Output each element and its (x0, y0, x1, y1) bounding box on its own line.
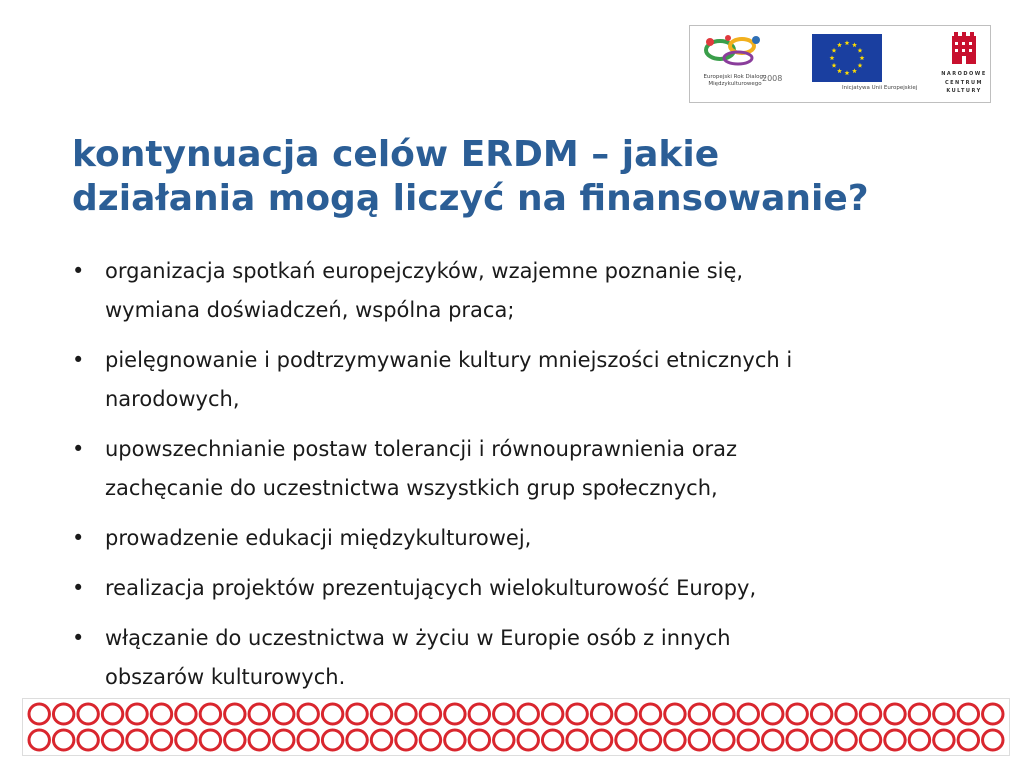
partner-logos (689, 25, 991, 103)
bullet-dot: • (72, 437, 85, 461)
ring-ornament (102, 730, 122, 750)
slide-title-line: kontynuacja celów ERDM – jakie (72, 134, 720, 175)
ring-ornament (249, 730, 269, 750)
ring-ornament (151, 704, 171, 724)
bullet-item (72, 430, 972, 508)
bullet-dot: • (72, 526, 85, 550)
nck-castle-icon (940, 32, 988, 68)
ring-ornament (469, 730, 489, 750)
bullet-dot: • (72, 259, 85, 283)
ring-ornament (616, 704, 636, 724)
nck-name (940, 70, 988, 96)
ring-ornament (738, 730, 758, 750)
eu-flag (812, 34, 882, 84)
ring-ornament (763, 730, 783, 750)
bullet-text-line: narodowych, (105, 387, 240, 411)
ring-ornament (445, 730, 465, 750)
bullet-text-line: pielęgnowanie i podtrzymywanie kultury mniejszości etnicznych i (105, 348, 793, 372)
ring-ornament (763, 704, 783, 724)
slide-title (72, 133, 972, 221)
ring-ornament (689, 704, 709, 724)
bullet-dot: • (72, 576, 85, 600)
ring-ornament (420, 704, 440, 724)
ring-ornament (200, 704, 220, 724)
ring-pattern (23, 699, 1009, 755)
ring-ornament (787, 704, 807, 724)
ring-ornament (53, 730, 73, 750)
ring-ornament (53, 704, 73, 724)
ring-ornament (420, 730, 440, 750)
ring-ornament (396, 704, 416, 724)
erdm-year: 2008 (762, 74, 783, 83)
eu-caption: Inicjatywa Unii Europejskiej (842, 85, 918, 91)
bullet-list (72, 252, 972, 708)
ring-ornament (934, 730, 954, 750)
ring-ornament (102, 704, 122, 724)
ring-ornament (909, 730, 929, 750)
ring-ornament (591, 730, 611, 750)
bullet-text-line: realizacja projektów prezentujących wielokulturowość Europy, (105, 576, 757, 600)
bullet-item (72, 252, 972, 330)
ring-ornament (958, 704, 978, 724)
ring-ornament (542, 730, 562, 750)
ring-ornament (811, 704, 831, 724)
bullet-item (72, 341, 972, 419)
ring-ornament (983, 730, 1003, 750)
ring-ornament (567, 730, 587, 750)
ring-ornament (860, 730, 880, 750)
erdm-logo (698, 32, 790, 98)
ring-ornament (322, 704, 342, 724)
erdm-figures-icon (698, 32, 790, 72)
ring-ornament (885, 730, 905, 750)
bullet-dot: • (72, 626, 85, 650)
ring-ornament (371, 730, 391, 750)
ring-ornament (787, 730, 807, 750)
bullet-text-line: zachęcanie do uczestnictwa wszystkich grup społecznych, (105, 476, 718, 500)
ring-ornament (29, 730, 49, 750)
ring-ornament (518, 730, 538, 750)
ring-ornament (176, 704, 196, 724)
ring-ornament (347, 730, 367, 750)
ring-ornament (542, 704, 562, 724)
ring-ornament (29, 704, 49, 724)
decorative-ring-border (22, 698, 1010, 756)
ring-ornament (934, 704, 954, 724)
ring-ornament (298, 730, 318, 750)
slide-title-line: działania mogą liczyć na finansowanie? (72, 178, 869, 219)
bullet-text-line: organizacja spotkań europejczyków, wzajemne poznanie się, (105, 259, 744, 283)
ring-ornament (909, 704, 929, 724)
ring-ornament (151, 730, 171, 750)
ring-ornament (518, 704, 538, 724)
bullet-text-line: prowadzenie edukacji międzykulturowej, (105, 526, 532, 550)
ring-ornament (689, 730, 709, 750)
ring-ornament (225, 704, 245, 724)
ring-ornament (200, 730, 220, 750)
bullet-item (72, 569, 972, 608)
ring-ornament (616, 730, 636, 750)
bullet-text-line: obszarów kulturowych. (105, 665, 346, 689)
ring-ornament (665, 704, 685, 724)
ring-ornament (127, 704, 147, 724)
ring-ornament (445, 704, 465, 724)
ring-ornament (469, 704, 489, 724)
ring-ornament (494, 704, 514, 724)
ring-ornament (885, 704, 905, 724)
ring-ornament (176, 730, 196, 750)
bullet-text-line: włączanie do uczestnictwa w życiu w Europie osób z innych (105, 626, 731, 650)
ring-ornament (811, 730, 831, 750)
ring-ornament (640, 730, 660, 750)
ring-ornament (665, 730, 685, 750)
ring-ornament (322, 730, 342, 750)
eu-flag-icon (812, 34, 882, 82)
ring-ornament (127, 730, 147, 750)
ring-ornament (640, 704, 660, 724)
bullet-text-line: wymiana doświadczeń, wspólna praca; (105, 298, 515, 322)
ring-ornament (494, 730, 514, 750)
ring-ornament (347, 704, 367, 724)
ring-ornament (249, 704, 269, 724)
ring-ornament (78, 730, 98, 750)
ring-ornament (714, 730, 734, 750)
ring-ornament (274, 704, 294, 724)
bullet-item (72, 619, 972, 697)
ring-ornament (225, 730, 245, 750)
nck-logo (940, 32, 988, 98)
ring-ornament (298, 704, 318, 724)
ring-ornament (836, 730, 856, 750)
ring-ornament (371, 704, 391, 724)
bullet-dot: • (72, 348, 85, 372)
ring-ornament (591, 704, 611, 724)
bullet-item (72, 519, 972, 558)
ring-ornament (860, 704, 880, 724)
ring-ornament (836, 704, 856, 724)
ring-ornament (738, 704, 758, 724)
ring-ornament (78, 704, 98, 724)
ring-ornament (983, 704, 1003, 724)
nck-line: CENTRUM (944, 79, 984, 86)
ring-ornament (567, 704, 587, 724)
erdm-name: Europejski Rok Dialogu Międzykulturowego (703, 74, 767, 87)
nck-line: NARODOWE (941, 71, 987, 77)
ring-ornament (274, 730, 294, 750)
bullet-text-line: upowszechnianie postaw tolerancji i równouprawnienia oraz (105, 437, 738, 461)
ring-ornament (958, 730, 978, 750)
nck-line: KULTURY (946, 88, 982, 94)
ring-ornament (396, 730, 416, 750)
ring-ornament (714, 704, 734, 724)
